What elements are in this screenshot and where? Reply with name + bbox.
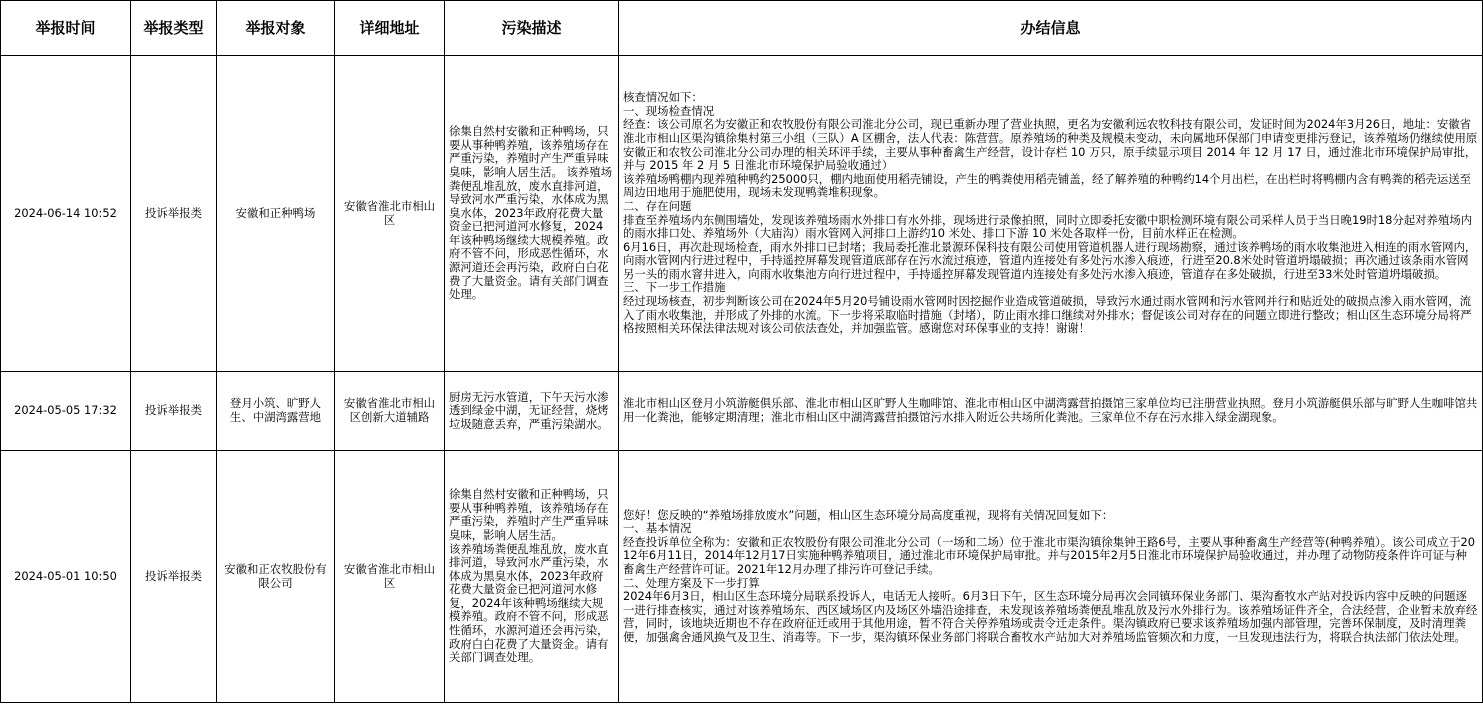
resolution-line: 您好！您反映的“养殖场排放废水”问题，相山区生态环境分局高度重视，现将有关情况回复如下： <box>623 507 1114 522</box>
report-type: 投诉举报类 <box>131 372 217 451</box>
header-address: 详细地址 <box>335 1 445 56</box>
resolution-line: 三、下一步工作措施 <box>623 280 726 295</box>
resolution-line: 二、处理方案及下一步打算 <box>623 575 760 590</box>
table-row <box>1 372 1483 451</box>
resolution-line: 经过现场核查，初步判断该公司在2024年5月20号铺设雨水管网时因挖掘作业造成管道破损，导致污水通过雨水管网和污水管网并行和贴近处的破损点渗入雨水管网，流入了雨水收集池，并形成了外排的水流。下一步将采取临时措施（封堵），防止雨水排口继续对外排水；督促该公司对存在的问题立即进行整改；相山区生态环境分局将严格按照相关环保法律法规对该公司依法查处，并加强监管。感谢您对环保事业的支持！谢谢！ <box>623 294 1472 336</box>
report-time: 2024-06-14 10:52 <box>1 56 131 372</box>
header-report-target: 举报对象 <box>217 1 335 56</box>
header-resolution-info: 办结信息 <box>619 1 1483 56</box>
header-pollution-description: 污染描述 <box>445 1 619 56</box>
report-address: 安徽省淮北市相山区 <box>335 451 445 703</box>
report-type: 投诉举报类 <box>131 451 217 703</box>
resolution-line: 一、现场检查情况 <box>623 103 715 118</box>
report-target: 登月小筑、旷野人生、中湖湾露营地 <box>217 372 335 451</box>
report-target: 安徽和正农牧股份有限公司 <box>217 451 335 703</box>
resolution-line: 2024年6月3日，相山区生态环境分局联系投诉人，电话无人接听。6月3日下午，区生态环境分局再次会同镇环保业务部门、渠沟畜牧水产站对投诉内容中反映的问题逐一进行排查核实，通过对该养殖场东、西区域场区内及场区外墙沿途排查，未发现该养殖场粪便乱堆乱放及污水外排行为。该养殖场证件齐全，合法经营，企业暂未放弃经营，同时，该地块近期也不存在政府征迁或用于其他用途，暂不符合关停养殖场或责令迁走条件。渠沟镇政府已要求该养殖场加强内部管理，完善环保制度，及时清理粪便，加强禽舍通风换气及卫生、消毒等。下一步，渠沟镇环保业务部门将联合畜牧水产站加大对养殖场监管频次和力度，一旦发现违法行为，将联合执法部门依法处理。 <box>623 589 1478 644</box>
report-type: 投诉举报类 <box>131 56 217 372</box>
header-report-time: 举报时间 <box>1 1 131 56</box>
resolution-info <box>619 372 1483 451</box>
report-time: 2024-05-01 10:50 <box>1 451 131 703</box>
table-row <box>1 56 1483 372</box>
resolution-line: 经查投诉单位全称为：安徽和正农牧股份有限公司淮北分公司（一场和二场）位于淮北市渠沟镇徐集钟王路6号，主要从事种畜禽生产经营等(种鸭养殖）。该公司成立于2012年6月11日，2014年12月17日实施种鸭养殖项目，通过淮北市环境保护局审批。并与2015年2月5日淮北市环境保护局验收通过，并办理了动物防疫条件许可证与种畜禽生产经营许可证。2021年12月办理了排污许可登记手续。 <box>623 534 1476 576</box>
report-address: 安徽省淮北市相山区 <box>335 56 445 372</box>
table-header-row <box>1 1 1483 56</box>
resolution-line: 6月16日，再次赴现场检查，雨水外排口已封堵；我局委托淮北景源环保科技有限公司使用管道机器人进行现场勘察，通过该养鸭场的雨水收集池进入相连的雨水管网内，向雨水管网内行进过程中，手持遥控屏幕发现管道底部存在污水流过痕迹，管道内连接处有多处污水渗入痕迹，行进至20.8米处时管道坍塌破损；再次通过该条雨水管网另一头的雨水窨井进入，向雨水收集池方向行进过程中，手持遥控屏幕发现管道内连接处有多处污水渗入痕迹，管道存在多处破损，行进至33米处时管道坍塌破损。 <box>623 239 1477 281</box>
report-time: 2024-05-05 17:32 <box>1 372 131 451</box>
resolution-line: 该养殖场鸭棚内现养殖种鸭约25000只，棚内地面使用稻壳铺设，产生的鸭粪使用稻壳铺盖，经了解养殖的种鸭约14个月出栏，在出栏时将鸭棚内含有鸭粪的稻壳运送至周边田地用于施肥使用，现场未发现鸭粪堆积现象。 <box>623 171 1472 200</box>
pollution-description: 厨房无污水管道，下午天污水渗透到绿金中湖，无证经营，烧烤垃圾随意丢弃，严重污染湖水。 <box>445 372 619 451</box>
resolution-line: 核查情况如下： <box>623 90 703 105</box>
report-target: 安徽和正种鸭场 <box>217 56 335 372</box>
header-report-type: 举报类型 <box>131 1 217 56</box>
resolution-line: 淮北市相山区登月小筑游艇俱乐部、淮北市相山区旷野人生咖啡馆、淮北市相山区中湖湾露营拍摄馆三家单位均已注册营业执照。登月小筑游艇俱乐部与旷野人生咖啡馆共用一化粪池，能够定期清理；淮北市相山区中湖湾露营拍摄馆污水排入附近公共场所化粪池。三家单位不存在污水排入绿金湖现象。 <box>623 396 1478 424</box>
resolution-line: 二、存在问题 <box>623 198 692 213</box>
pollution-description: 徐集自然村安徽和正种鸭场，只要从事种鸭养殖，该养殖场存在严重污染，养殖时产生严重异味臭味，影响人居生活。 该养殖场粪便乱堆乱放，废水直排河道，导致河水严重污染，水体成为黑臭水体，2023年政府花费大量资金已把河道河水修复，2024年该种鸭场继续大规模养殖。政府不管不问，形成恶性循环，水源河道还会再污染，政府白白花费了大量资金。请有关部门调查处理。 <box>445 451 619 703</box>
report-address: 安徽省淮北市相山区创新大道辅路 <box>335 372 445 451</box>
resolution-line: 经查：该公司原名为安徽正和农牧股份有限公司淮北分公司，现已重新办理了营业执照，更名为安徽利远农牧科技有限公司，发证时间为2024年3月26日，地址：安徽省淮北市相山区渠沟镇徐集村第三小组（三队）A 区棚舍，法人代表：陈营营。原养殖场的种类及规模未变动，未向属地环保部门申请变更排污登记，该养殖场仍继续使用原安徽正和农牧公司淮北分公司办理的相关环评手续，主要从事种畜禽生产经营，设计存栏 10 万只，原手续显示项目 2014 年 12 月 17 日，通过淮北市环境保护局审批，并与 2015 年 2 月 5 日淮北市环境保护局验收通过） <box>623 117 1478 173</box>
pollution-description: 徐集自然村安徽和正种鸭场，只要从事种鸭养殖，该养殖场存在严重污染，养殖时产生严重异味臭味，影响人居生活。 该养殖场粪便乱堆乱放，废水直排河道，导致河水严重污染，水体成为黑臭水体，2023年政府花费大量资金已把河道河水修复，2024年该种鸭场继续大规模养殖。政府不管不问，形成恶性循环，水源河道还会再污染，政府白白花费了大量资金。请有关部门调查处理。 <box>445 56 619 372</box>
table-row <box>1 451 1483 703</box>
resolution-line: 排查至养殖场内东侧围墙处，发现该养殖场雨水外排口有水外排，现场进行录像拍照，同时立即委托安徽中职检测环境有限公司采样人员于当日晚19时18分起对养殖场内的雨水排口处、养殖场外（大庙沟）雨水管网入河排口上游约10 米处、排口下游 10 米处各取样一份，目前水样正在检测。 <box>623 212 1473 241</box>
resolution-info <box>619 451 1483 703</box>
resolution-line: 一、基本情况 <box>623 521 692 536</box>
resolution-info <box>619 56 1483 372</box>
